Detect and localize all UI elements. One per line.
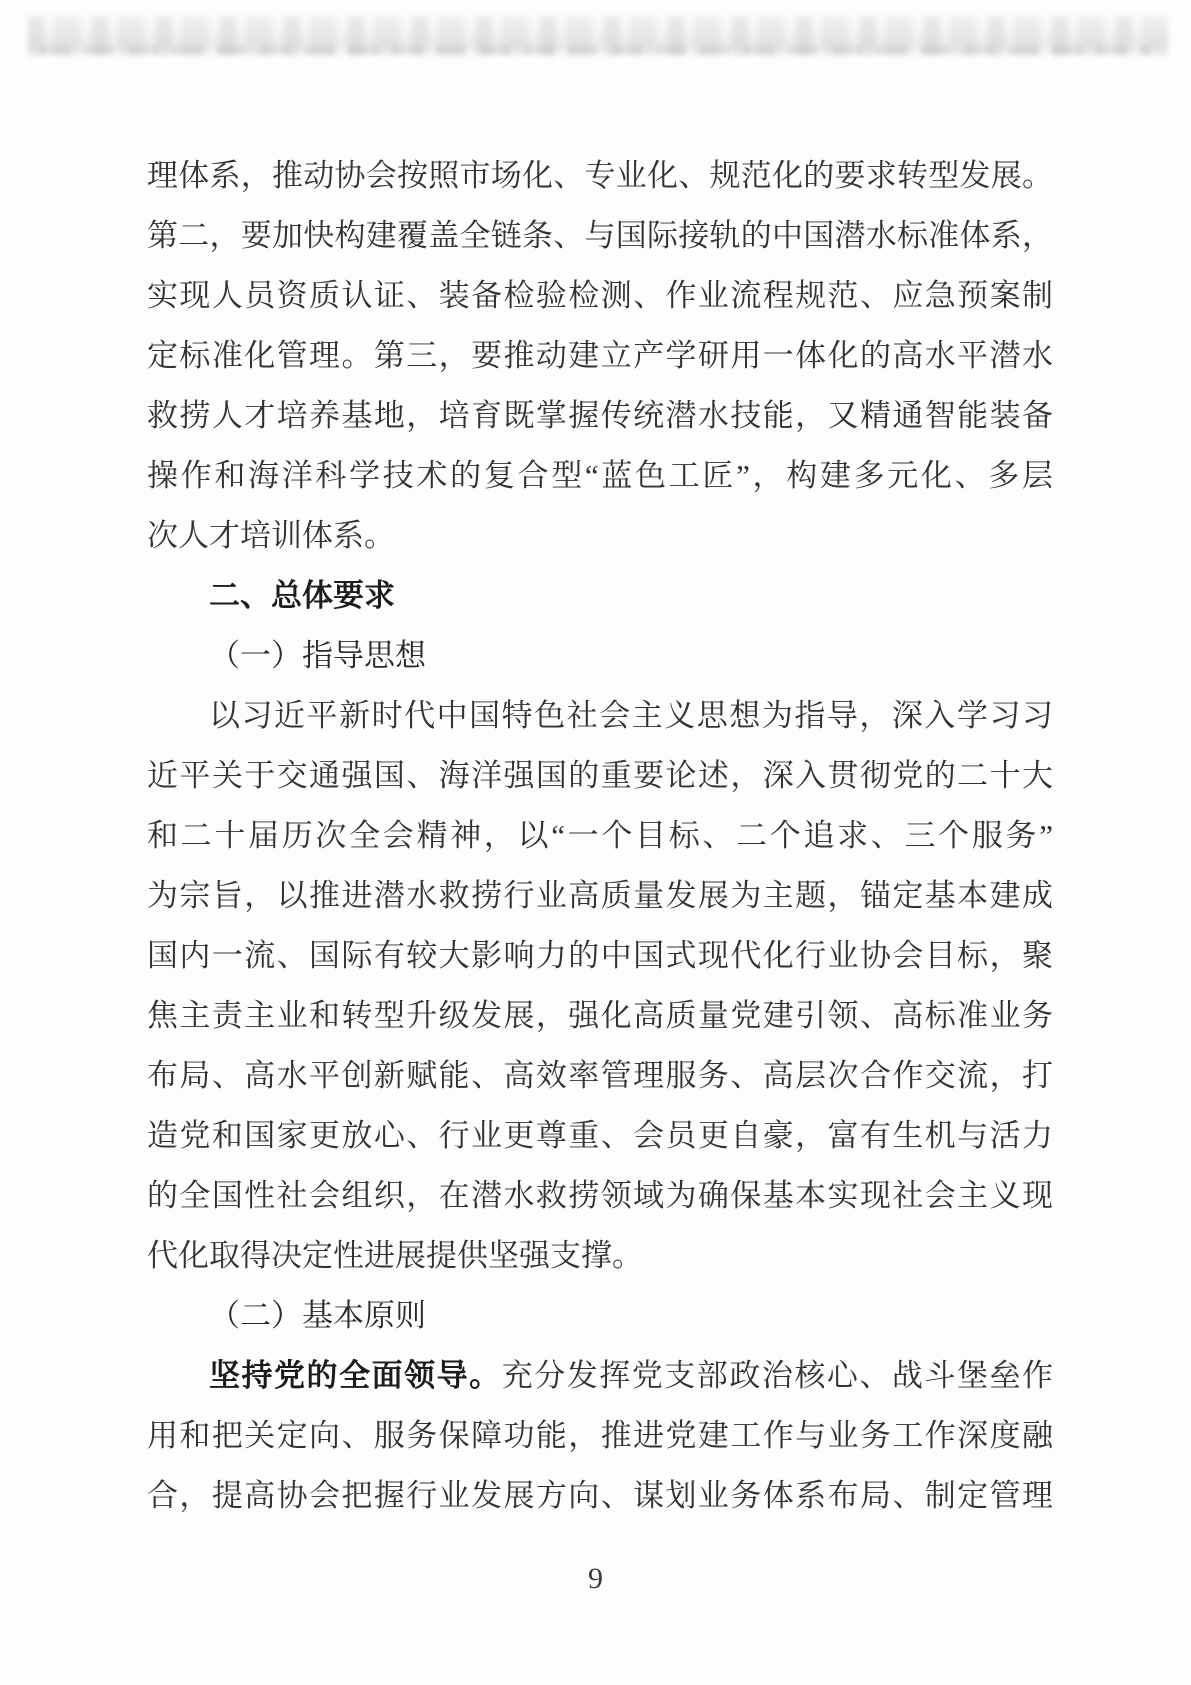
paragraph-line: 次人才培训体系。 [147, 518, 395, 553]
paragraph-line: 和二十届历次全会精神，以“一个目标、二个追求、三个服务” [147, 818, 1053, 853]
paragraph-line: 代化取得决定性进展提供坚强支撑。 [147, 1238, 643, 1273]
paragraph-line: 用和把关定向、服务保障功能，推进党建工作与业务工作深度融 [147, 1418, 1053, 1453]
subsection-heading-2: （二）基本原则 [209, 1298, 426, 1333]
paragraph-line: 近平关于交通强国、海洋强国的重要论述，深入贯彻党的二十大 [147, 758, 1053, 793]
paragraph-line: 操作和海洋科学技术的复合型“蓝色工匠”，构建多元化、多层 [147, 458, 1053, 493]
paragraph-line: 为宗旨，以推进潜水救捞行业高质量发展为主题，锚定基本建成 [147, 878, 1053, 913]
scan-bleed-artifact-line [40, 46, 1150, 55]
body-text [147, 146, 1053, 1526]
section-heading: 二、总体要求 [209, 578, 395, 613]
paragraph-text: 充分发挥党支部政治核心、战斗堡垒作 [501, 1358, 1054, 1393]
subsection-heading-1: （一）指导思想 [209, 638, 426, 673]
paragraph-line: 定标准化管理。第三，要推动建立产学研用一体化的高水平潜水 [147, 338, 1053, 373]
paragraph-line: 救捞人才培养基地，培育既掌握传统潜水技能，又精通智能装备 [147, 398, 1053, 433]
paragraph-line: 第二，要加快构建覆盖全链条、与国际接轨的中国潜水标准体系， [147, 218, 1053, 253]
bold-lead-text: 坚持党的全面领导。 [209, 1358, 502, 1393]
paragraph-line: 实现人员资质认证、装备检验检测、作业流程规范、应急预案制 [147, 278, 1053, 313]
paragraph-line: 的全国性社会组织，在潜水救捞领域为确保基本实现社会主义现 [147, 1178, 1053, 1213]
paragraph-line: 合，提高协会把握行业发展方向、谋划业务体系布局、制定管理 [147, 1478, 1053, 1513]
paragraph-line: 布局、高水平创新赋能、高效率管理服务、高层次合作交流，打 [147, 1058, 1053, 1093]
paragraph-line: 理体系，推动协会按照市场化、专业化、规范化的要求转型发展。 [147, 158, 1053, 193]
paragraph-line [147, 1346, 1053, 1406]
paragraph-line: 国内一流、国际有较大影响力的中国式现代化行业协会目标，聚 [147, 938, 1053, 973]
paragraph-line: 焦主责主业和转型升级发展，强化高质量党建引领、高标准业务 [147, 998, 1053, 1033]
page-number: 9 [588, 1562, 603, 1595]
paragraph-line: 以习近平新时代中国特色社会主义思想为指导，深入学习习 [209, 698, 1053, 733]
paragraph-line: 造党和国家更放心、行业更尊重、会员更自豪，富有生机与活力 [147, 1118, 1053, 1153]
